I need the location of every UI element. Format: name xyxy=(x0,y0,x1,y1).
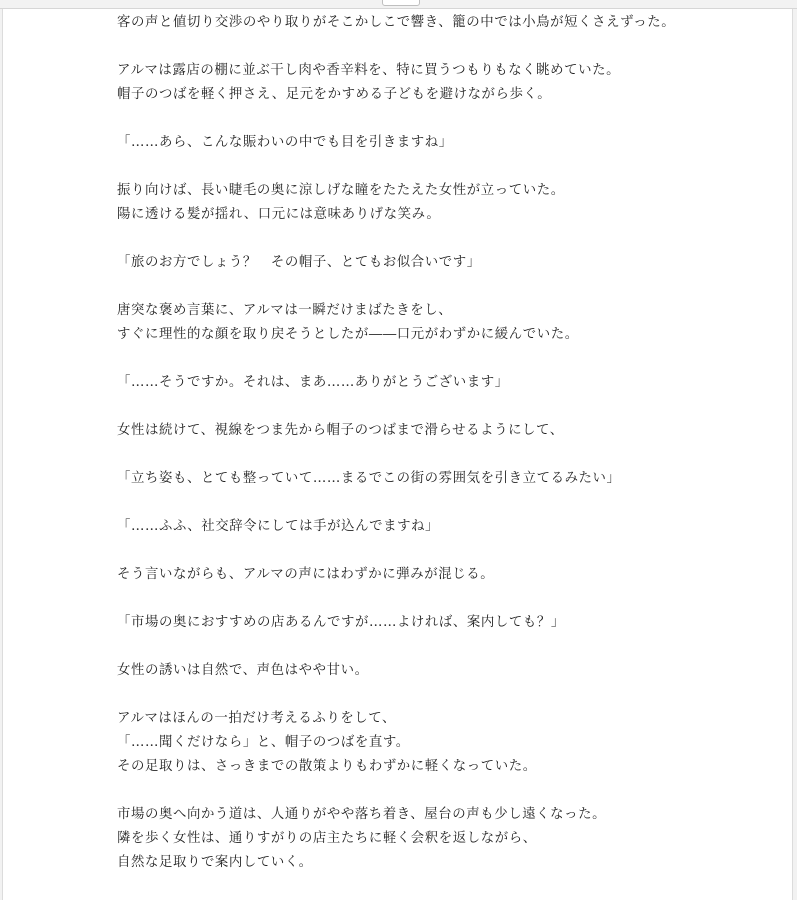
text-line: そう言いながらも、アルマの声にはわずかに弾みが混じる。 xyxy=(117,567,495,582)
text-line: 隣を歩く女性は、通りすがりの店主たちに軽く会釈を返しながら、 xyxy=(117,831,537,846)
paragraph-gap xyxy=(117,779,767,803)
story-text xyxy=(117,11,767,875)
text-line: 女性の誘いは自然で、声色はやや甘い。 xyxy=(117,663,369,678)
paragraph-gap xyxy=(117,347,767,371)
text-line: その足取りは、さっきまでの散策よりもわずかに軽くなっていた。 xyxy=(117,759,537,774)
paragraph-gap xyxy=(117,35,767,59)
document-page xyxy=(2,9,793,900)
text-line: 陽に透ける髪が揺れ、口元には意味ありげな笑み。 xyxy=(117,207,441,222)
text-line: アルマはほんの一拍だけ考えるふりをして、 xyxy=(117,711,397,726)
text-line: 「立ち姿も、とても整っていて……まるでこの街の雰囲気を引き立てるみたい」 xyxy=(117,471,621,486)
collapse-tab[interactable] xyxy=(382,0,420,6)
paragraph-gap xyxy=(117,587,767,611)
paragraph-gap xyxy=(117,491,767,515)
text-line: 市場の奥へ向かう道は、人通りがやや落ち着き、屋台の声も少し遠くなった。 xyxy=(117,807,607,822)
paragraph-gap xyxy=(117,155,767,179)
paragraph-gap xyxy=(117,227,767,251)
text-line: 「市場の奥におすすめの店あるんですが……よければ、案内しても？」 xyxy=(117,615,565,630)
text-line: アルマは露店の棚に並ぶ干し肉や香辛料を、特に買うつもりもなく眺めていた。 xyxy=(117,63,621,78)
text-line: 自然な足取りで案内していく。 xyxy=(117,855,313,870)
top-toolbar xyxy=(0,0,797,9)
text-line: 女性は続けて、視線をつま先から帽子のつばまで滑らせるようにして、 xyxy=(117,423,564,438)
text-line: 唐突な褒め言葉に、アルマは一瞬だけまばたきをし、 xyxy=(117,303,453,318)
text-line: 客の声と値切り交渉のやり取りがそこかしこで響き、籠の中では小鳥が短くさえずった。 xyxy=(117,15,676,30)
paragraph-gap xyxy=(117,107,767,131)
paragraph-gap xyxy=(117,275,767,299)
text-line: 「……そうですか。それは、まあ……ありがとうございます」 xyxy=(117,375,509,390)
paragraph-gap xyxy=(117,539,767,563)
paragraph-gap xyxy=(117,635,767,659)
paragraph-gap xyxy=(117,395,767,419)
text-line: 「……聞くだけなら」と、帽子のつばを直す。 xyxy=(117,735,410,750)
text-line: 「……あら、こんな賑わいの中でも目を引きますね」 xyxy=(117,135,453,150)
text-line: 帽子のつばを軽く押さえ、足元をかすめる子どもを避けながら歩く。 xyxy=(117,87,552,102)
paragraph-gap xyxy=(117,443,767,467)
text-line: 「……ふふ、社交辞令にしては手が込んでますね」 xyxy=(117,519,440,534)
text-line: 振り向けば、長い睫毛の奥に涼しげな瞳をたたえた女性が立っていた。 xyxy=(117,183,565,198)
text-line: 「旅のお方でしょう？ その帽子、とてもお似合いです」 xyxy=(117,255,481,270)
paragraph-gap xyxy=(117,683,767,707)
text-line: すぐに理性的な顔を取り戻そうとしたが――口元がわずかに緩んでいた。 xyxy=(117,327,579,342)
